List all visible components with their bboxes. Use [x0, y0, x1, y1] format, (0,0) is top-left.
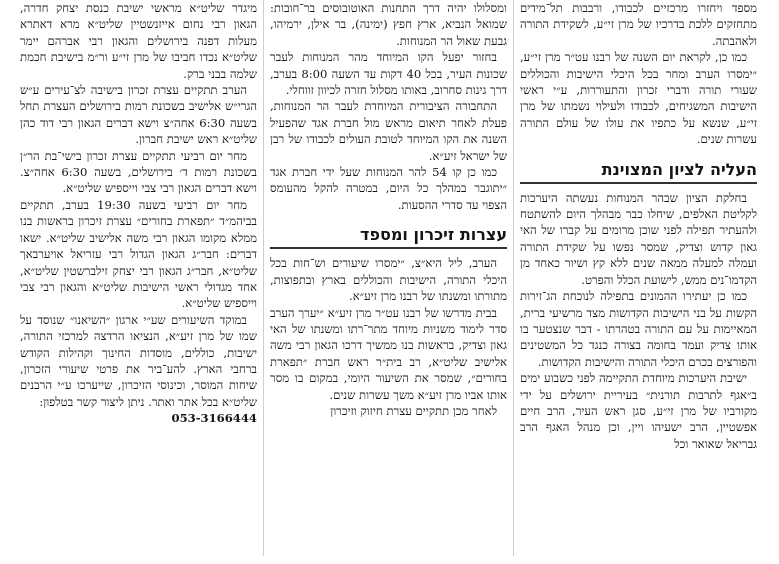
paragraph: ומסלולו יהיה דרך התחנות האוטובוסים בר־חובות: שמואל הנביא, ארץ חפץ (ימינה), בר אילן, ירמיהו, גבעת שאול הר המנוחות.: [270, 1, 507, 48]
section-heading-memorials: עצרות זיכרון ומספד: [270, 225, 507, 249]
contact-phone: 053-3166444: [171, 411, 257, 426]
paragraph: מחר יום רביעי תתקיים עצרת זכרון בישי־בת הר״ן בשכונת רמות ד׳ בירושלים, בשעה 6:30 אחה״צ. וישא דברים הגאון רבי צבי וייספיש שליט״א.: [20, 148, 257, 196]
paragraph: לאחר מכן תתקיים עצרת חיזוק וזיכרון: [330, 403, 497, 418]
column-left: [14, 0, 264, 556]
section-heading-ascent: העליה לציון המצוינת: [520, 160, 757, 184]
paragraph: ישיבת היערכות מיוחדת התקיימה לפני כשבוע ימים ב״אגף לתרבות תורנית״ בעיריית ירושלים על ידי מקורביו של מרן זי״ע, סגן ראש העיר, הרב חיים אפשטיין, הרב ישעיהו ויין, וכן מנהל האגף הרב גבריאל שאואר וכל: [520, 371, 757, 451]
paragraph: מספד ויחזרו מרכזיים לכבודו, ורבבות תל־מידים מתחזקים ללכת בדרכיו של מרן זי״ע, לשקידת התורה ולאהבתה.: [520, 1, 757, 48]
column-right: [514, 0, 763, 556]
article-columns: [14, 0, 763, 556]
paragraph: כמו כן, לקראת יום השנה של רבנו עט״ר מרן זי״ע, ״ימסרו הערב ומחר בכל היכלי הישיבות והכוללים שעורי תורה ודברי זכרון והתעוררות, ע״י ראשי הישיבות המשגיחים, לכבודו ולעילוי נשמתו של מרן זי״ע, שנשא על כתפיו את עולו של עולם התורה עשרות שנים.: [520, 50, 757, 147]
paragraph: בחזור יפעל הקו המיוחד מהר המנוחות לעבר שכונות העיר, בכל 40 דקות עד השעה 8:00 בערב, דרך גינות סחרוב, באותו מסלול חזרה לכיוון זווחלי.: [270, 50, 507, 98]
paragraph: מחר יום רביעי בשעה 19:30 בערב, תתקיים בביהמ״ד ״תפארת בחורים״ עצרת זיכרון בראשות בנו ממלא מקומו הגאון רבי משה אלישיב שליט״א. ישאו דברים: חבר״ג הגאון הגדול רבי עזריאל אויערבאך שליט״א, חבר״ג הגאון רבי יצחק זילברשטין שליט״א, אחד מגדולי ראשי הישיבות שליט״א והגאון רבי צבי וייספיש שליט״א.: [20, 197, 257, 311]
paragraph: התחבורה הציבורית המיוחדת לעבר הר המנוחות, פעלת לאחר תיאום מראש מול חברת אגד שהפעיל השנה את הקו המיוחד לטובת העולים לכבודו של רבן של ישראל זיע״א.: [270, 99, 507, 163]
paragraph: מיגדר שליט״א מראשי ישיבת כנסת יצחק חדרה, הגאון רבי נחום אייזנשטיין שליט״א מרא דאתרא מעלות דפנה בירושלים והגאון רבי אברהם יימר שליט״א נכדו חביבו של מרן זי״ע ור״מ בישיבת חכמת שלמה בבני ברק.: [20, 1, 257, 81]
paragraph: בבית מדרשו של רבנו עט״ר מרן זיע״א ״יערך הערב סדר לימוד משניות מיוחד מתר־רתו ומשנתו של האי גאון וצדיק, בראשות בנו ממשיך דרכו הגאון רבי משה אלישיב שליט״א, רב בית״ר ראש חברת ״תפארת בחורים״, שמסר את השיעור היומי, במקום בו מסר אותו אביו מרן זיע״א משך עשרות שנים.: [270, 305, 507, 402]
column-middle: [264, 0, 514, 556]
paragraph: במוקד השיעורים שע״י ארגון ״השיאנו״ שנוסד על שמו של מרן זיע״א, הנציאו הרדצה למרכזי התורה, ישיבות, כוללים, מוסדות החינוך וקהילות הקודש ברחבי הארץ. להע־ביר את פרטי שיעורי הזכרון, שיחות המוסר, וכינוסי הזיכרון, שייערכו ע״י הרבנים שליט״א בכל אתר ואתר. ניתן ליצור קשר בטלפון:: [20, 312, 257, 409]
paragraph: כמו כן יעתירו ההמונים בתפילה לנוכחת הג־זירות הקשות על בני הישיבות הקדושות מצד מרשיעי ברית, המאיימות על עם התורה בטהרתו - דבר שנצטער בו אותו צדיק ועמד בחומה בצורה כנגד כל המשטינים והפורצים בכרם היכלי התורה והישיבות הקדושות.: [520, 289, 757, 369]
paragraph: הערב תתקיים עצרת זכרון בישיבה לצ־עירים ע״ש הגרי״ש אלישיב בשכונת רמות בירושלים העצרת תחל בשעה 6:30 אחה״צ וישא דברים הגאון רבי דוד כהן שליט״א ראש ישיבת חברון.: [20, 83, 257, 147]
paragraph: בחלקת הציון שבהר המנוחות נעשתה היערכות לקליטת האלפים, שיחלו כבר מבהלך היום להשתטח ולהעתיר תפילה לפני שוכן מרומים על קברו של האי גאון קדוש וצדיק, שמסר נפשו על שקידת התורה ועמלה למעלה ממאה שנים ללא קץ ושיור כאחד מן הקדמו־נים ממש, לישועת הכלל והפרט.: [520, 190, 757, 287]
paragraph: הערב, ליל היא״צ, ״ימסרו שיעורים וש־חות בכל היכלי התורה, הישיבות והכוללים בארץ ובתפוצות, מתורתו ומשנתו של רבנו מרן זיע״א.: [270, 256, 507, 304]
paragraph: כמו כן קו 54 להר המנוחות שעל ידי חברת אגד ״יתוגבר במהלך כל היום, במטרה להקל מהעומס הצפוי עד סדרי ההסעות.: [270, 165, 507, 212]
